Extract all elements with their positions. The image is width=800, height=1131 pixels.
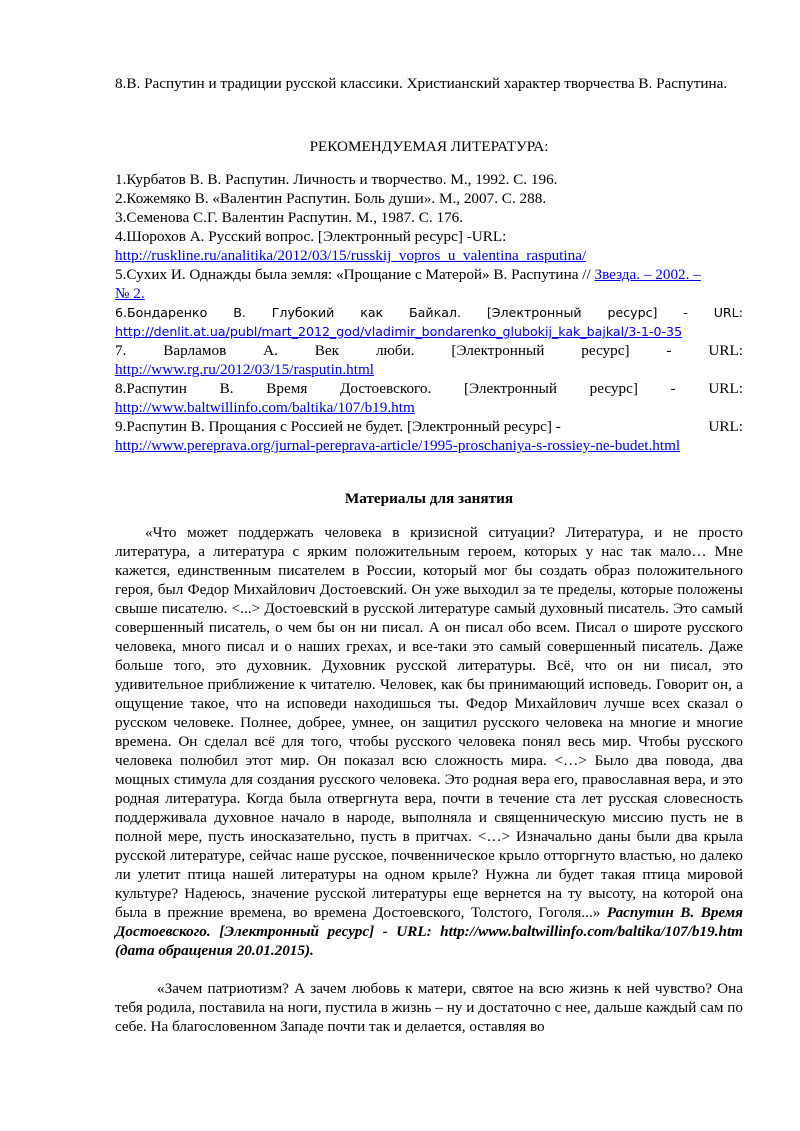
reference-3: 3.Семенова С.Г. Валентин Распутин. М., 1987. С. 176. <box>115 209 464 226</box>
materials-heading: Материалы для занятия <box>344 490 514 507</box>
reference-9-link[interactable]: http://www.pereprava.org/jurnal-pereprava-article/1995-proschaniya-s-rossiey-ne-budet.html <box>115 437 681 454</box>
reference-2: 2.Кожемяко В. «Валентин Распутин. Боль души». М., 2007. С. 288. <box>115 190 547 207</box>
reference-6-text: 6.Бондаренко В. Глубокий как Байкал. [Электронный ресурс] - URL: <box>115 305 743 320</box>
reference-list <box>115 170 743 455</box>
reference-9-text: 9.Распутин В. Прощания с Россией не будет. [Электронный ресурс] - URL: <box>115 418 743 435</box>
reference-7-text: 7. Варламов А. Век люби. [Электронный ресурс] - URL: <box>115 342 743 359</box>
reference-8-link[interactable]: http://www.baltwillinfo.com/baltika/107/b19.htm <box>115 399 415 416</box>
reference-1: 1.Курбатов В. В. Распутин. Личность и творчество. М., 1992. С. 196. <box>115 171 558 188</box>
quote-1-text: «Что может поддержать человека в кризисной ситуации? Литература, и не просто литература, а литература с ярким положительным героем, которых у нас так мало… Мне кажется, единственным писателем в России, который мог бы создать образ положительного героя, был Федор Михайлович Достоевский. Он уже выходил за те пределы, которые положены свыше писателю. <...> Достоевский в русской литературе самый духовный писатель. Это самый совершенный писатель, о чем бы он ни писал. А он писал обо всем. Писал о широте русского человека, много писал и о наших грехах, и все-таки это самый совершенный писатель. Даже больше того, это духовник. Духовник русской литературы. Всё, что он ни писал, это удивительное приближение к читателю. Человек, как бы принимающий исповедь. Говорит он, а ощущение такое, что на исповеди находишься ты. Федор Михайлович лучше всех сказал о русском человеке. Полнее, добрее, умнее, он защитил русского человека на многие и многие времена. Он сделал всё для того, чтобы русского человека понял весь мир. Чтобы русского человека полюбил этот мир. Он показал всю сложность мира. <…> Было два повода, два мощных стимула для создания русского человека. Это родная вера его, православная вера, и это родная литература. Когда была отвергнута вера, почти в течение ста лет русская словесность поддерживала духовное начало в народе, выполняла и священническую миссию пусть не в полной мере, пусть иносказательно, пусть в притчах. <…> Изначально даны были два крыла русской литературе, сейчас наше русское, почвенническое крыло отторгнуто властью, но далеко ли улетит птица нашей литературы на одном крыле? Нужна ли будет такая птица мировой культуре? Надеюсь, значение русской литературы еще вернется на ту высоту, на которой она была в прежние времена, во времена Достоевского, Толстого, Гоголя...» <box>115 524 743 921</box>
quote-1-source: Распутин В. Время Достоевского. [Электронный ресурс] - URL: http://www.baltwillinfo.com/baltika/107/b19.htm (дата обращения 20.01.2015). <box>115 904 744 959</box>
topic-8: 8.В. Распутин и традиции русской классики. Христианский характер творчества В. Распутина. <box>115 75 728 92</box>
reference-5-link[interactable]: Звезда. – 2002. – <box>594 266 701 283</box>
recommended-literature-heading: РЕКОМЕНДУЕМАЯ ЛИТЕРАТУРА: <box>309 138 549 155</box>
quote-1 <box>115 523 743 960</box>
reference-7-link[interactable]: http://www.rg.ru/2012/03/15/rasputin.html <box>115 361 375 378</box>
reference-5-link-cont[interactable]: № 2. <box>115 285 145 302</box>
reference-8-text: 8.Распутин В. Время Достоевского. [Электронный ресурс] - URL: <box>115 380 743 397</box>
reference-4-link[interactable]: http://ruskline.ru/analitika/2012/03/15/russkij_vopros_u_valentina_rasputina/ <box>115 247 587 264</box>
reference-5 <box>115 265 743 284</box>
spacer <box>115 960 743 979</box>
reference-5-text: 5.Сухих И. Однажды была земля: «Прощание с Матерой» В. Распутина // <box>115 266 591 283</box>
reference-4-text: 4.Шорохов А. Русский вопрос. [Электронный ресурс] -URL: <box>115 228 507 245</box>
document-page <box>115 74 743 1036</box>
quote-2: «Зачем патриотизм? А зачем любовь к матери, святое на всю жизнь к ней чувство? Она тебя родила, поставила на ноги, пустила в жизнь – ну и достаточно с нее, дальше каждый сам по себе. На благословенном Западе почти так и делается, оставляя во <box>115 980 743 1035</box>
reference-6-link[interactable]: http://denlit.at.ua/publ/mart_2012_god/vladimir_bondarenko_glubokij_kak_bajkal/3-1-0-35 <box>115 324 683 339</box>
